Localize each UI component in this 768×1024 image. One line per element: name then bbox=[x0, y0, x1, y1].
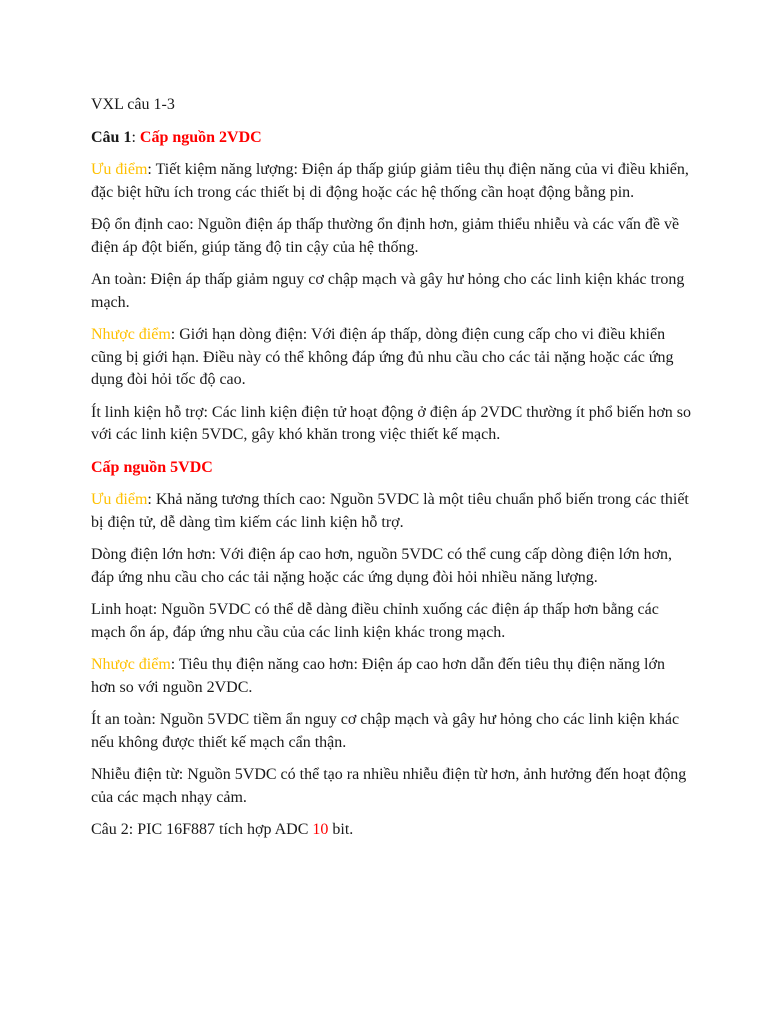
paragraph-2vdc-disadvantage-1 bbox=[91, 324, 691, 392]
document-title: VXL câu 1-3 bbox=[91, 96, 175, 113]
advantages-label-2vdc: Ưu điểm bbox=[91, 161, 148, 178]
disadvantages-label-5vdc: Nhược điểm bbox=[91, 656, 171, 673]
topic-5vdc: Cấp nguồn 5VDC bbox=[91, 458, 213, 476]
paragraph-5vdc-advantage-1 bbox=[91, 489, 691, 534]
question-2-prefix: Câu 2: PIC 16F887 tích hợp ADC bbox=[91, 821, 313, 838]
paragraph-5vdc-advantage-3: Linh hoạt: Nguồn 5VDC có thể dễ dàng điều chỉnh xuống các điện áp thấp hơn bằng các mạch ổn áp, đáp ứng nhu cầu của các linh kiện khác trong mạch. bbox=[91, 601, 659, 641]
question-2 bbox=[91, 819, 691, 842]
question-1-heading bbox=[91, 127, 691, 150]
question-2-suffix: bit. bbox=[328, 821, 354, 838]
document-page bbox=[91, 94, 691, 852]
topic-2vdc: Cấp nguồn 2VDC bbox=[139, 128, 262, 146]
paragraph-5vdc-advantage-2: Dòng điện lớn hơn: Với điện áp cao hơn, nguồn 5VDC có thể cung cấp dòng điện lớn hơn, đáp ứng nhu cầu cho các tải nặng hoặc các ứng dụng đòi hỏi nhiều năng lượng. bbox=[91, 546, 673, 586]
paragraph-text: : Giới hạn dòng điện: Với điện áp thấp, dòng điện cung cấp cho vi điều khiển cũng bị giới hạn. Điều này có thể không đáp ứng đủ nhu cầu cho các tải nặng hoặc các ứng dụng đòi hỏi tốc độ cao. bbox=[91, 326, 674, 388]
paragraph-2vdc-advantage-3: An toàn: Điện áp thấp giảm nguy cơ chập mạch và gây hư hỏng cho các linh kiện khác trong mạch. bbox=[91, 271, 685, 311]
advantages-label-5vdc: Ưu điểm bbox=[91, 491, 148, 508]
question-1-separator: : bbox=[131, 128, 140, 146]
paragraph-text: : Khả năng tương thích cao: Nguồn 5VDC là một tiêu chuẩn phổ biến trong các thiết bị điện tử, dễ dàng tìm kiếm các linh kiện hỗ trợ. bbox=[91, 491, 689, 531]
paragraph-text: : Tiết kiệm năng lượng: Điện áp thấp giúp giảm tiêu thụ điện năng của vi điều khiển, đặc biệt hữu ích trong các thiết bị di động hoặc các hệ thống cần hoạt động bằng pin. bbox=[91, 161, 689, 201]
paragraph-text: : Tiêu thụ điện năng cao hơn: Điện áp cao hơn dẫn đến tiêu thụ điện năng lớn hơn so với nguồn 2VDC. bbox=[91, 656, 665, 696]
paragraph-5vdc-disadvantage-2: Ít an toàn: Nguồn 5VDC tiềm ẩn nguy cơ chập mạch và gây hư hỏng cho các linh kiện khác nếu không được thiết kế mạch cẩn thận. bbox=[91, 711, 680, 751]
paragraph-2vdc-advantage-1 bbox=[91, 159, 691, 204]
paragraph-2vdc-disadvantage-2: Ít linh kiện hỗ trợ: Các linh kiện điện tử hoạt động ở điện áp 2VDC thường ít phổ biến hơn so với các linh kiện 5VDC, gây khó khăn trong việc thiết kế mạch. bbox=[91, 403, 692, 443]
paragraph-2vdc-advantage-2: Độ ổn định cao: Nguồn điện áp thấp thường ổn định hơn, giảm thiểu nhiễu và các vấn đề về điện áp đột biến, giúp tăng độ tin cậy của hệ thống. bbox=[91, 216, 680, 256]
paragraph-5vdc-disadvantage-1 bbox=[91, 654, 691, 699]
disadvantages-label-2vdc: Nhược điểm bbox=[91, 326, 171, 343]
adc-bit-value: 10 bbox=[312, 821, 329, 838]
question-1-label: Câu 1 bbox=[91, 128, 132, 146]
paragraph-5vdc-disadvantage-3: Nhiễu điện từ: Nguồn 5VDC có thể tạo ra nhiều nhiễu điện từ hơn, ảnh hưởng đến hoạt động của các mạch nhạy cảm. bbox=[91, 766, 687, 806]
